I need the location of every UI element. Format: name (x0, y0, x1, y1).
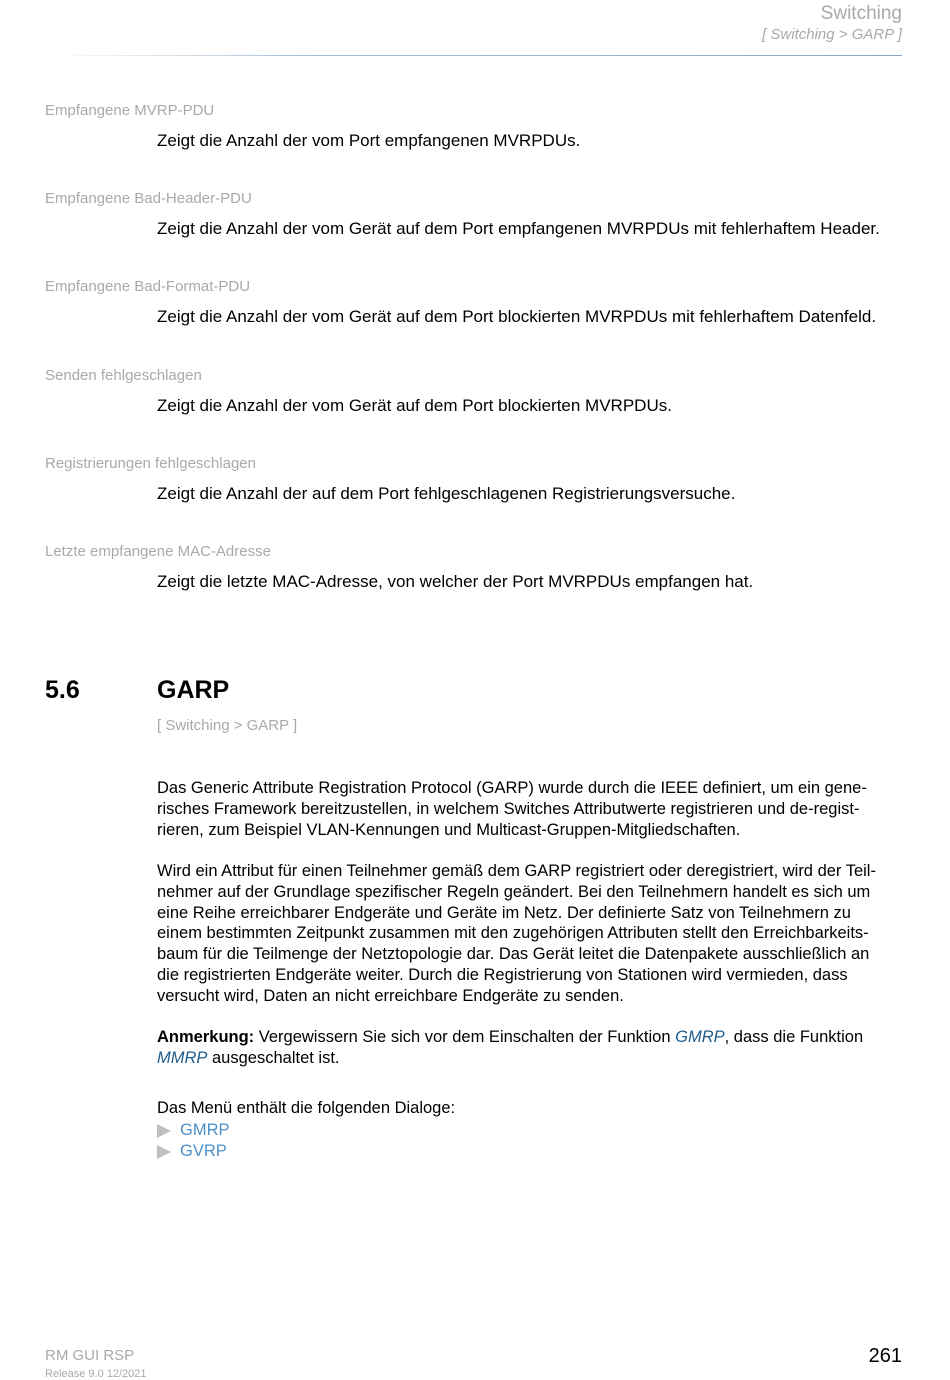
footer-release: Release 9.0 12/2021 (45, 1368, 147, 1380)
paragraph-line: einem bestimmten Zeitpunkt zusammen mit den zugehörigen Attributen stellt den Erreichbarkeits- (157, 924, 869, 943)
paragraph-line: eine Reihe erreichbarer Endgeräte und Geräte im Netz. Der definierte Satz von Teilnehmern zu (157, 903, 851, 922)
header-divider (48, 55, 902, 56)
parameter-description: Zeigt die Anzahl der vom Gerät auf dem Port empfangenen MVRPDUs mit fehlerhaftem Header. (157, 219, 880, 238)
dialog-link-label[interactable]: GVRP (180, 1142, 227, 1160)
triangle-bullet-icon (157, 1124, 171, 1138)
parameter-description: Zeigt die Anzahl der auf dem Port fehlgeschlagenen Registrierungsversuche. (157, 484, 736, 503)
function-keyword: MMRP (157, 1048, 208, 1067)
dialog-link-gmrp[interactable] (157, 1120, 230, 1141)
paragraph-line: baum für die Teilmenge der Netztopologie dar. Das Gerät leitet die Datenpakete ausschließlich an (157, 945, 870, 964)
dialog-link-gvrp[interactable] (157, 1141, 230, 1162)
note-label: Anmerkung: (157, 1028, 255, 1046)
note-paragraph (157, 1027, 905, 1069)
section-number: 5.6 (45, 676, 80, 704)
section-title: GARP (157, 676, 230, 704)
paragraph-line: Das Generic Attribute Registration Protocol (GARP) wurde durch die IEEE definiert, um ein gene- (157, 779, 867, 797)
detail-paragraph (157, 861, 905, 1007)
triangle-bullet-icon (157, 1145, 171, 1159)
section-breadcrumb: [ Switching > GARP ] (157, 717, 298, 734)
paragraph-line: versucht wird, Daten an nicht erreichbare Endgeräte zu senden. (157, 986, 624, 1005)
parameter-name: Letzte empfangene MAC-Adresse (45, 543, 271, 560)
footer-document-name: RM GUI RSP (45, 1347, 135, 1364)
page-number: 261 (868, 1345, 902, 1367)
menu-intro: Das Menü enthält die folgenden Dialoge: (157, 1099, 456, 1117)
note-line (157, 1027, 905, 1048)
note-text: , dass die Funktion (724, 1028, 864, 1046)
note-line (157, 1048, 905, 1069)
dialog-link-list (157, 1120, 230, 1162)
running-header-breadcrumb: [ Switching > GARP ] (762, 26, 902, 43)
parameter-name: Senden fehlgeschlagen (45, 367, 202, 384)
function-keyword: GMRP (675, 1028, 725, 1046)
parameter-name: Registrierungen fehlgeschlagen (45, 455, 256, 472)
intro-paragraph (157, 778, 905, 840)
parameter-description: Zeigt die letzte MAC-Adresse, von welcher der Port MVRPDUs empfangen hat. (157, 572, 754, 591)
dialog-link-label[interactable]: GMRP (180, 1121, 230, 1139)
paragraph-line: nehmer auf der Grundlage spezifischer Regeln geändert. Bei den Teilnehmern handelt es sich um (157, 882, 871, 901)
note-text: Vergewissern Sie sich vor dem Einschalten der Funktion (254, 1028, 676, 1046)
parameter-description: Zeigt die Anzahl der vom Gerät auf dem Port blockierten MVRPDUs mit fehlerhaftem Datenfeld. (157, 307, 877, 326)
paragraph-line: die registrierten Endgeräte weiter. Durch die Registrierung von Stationen wird vermieden, dass (157, 965, 848, 984)
parameter-description: Zeigt die Anzahl der vom Gerät auf dem Port blockierten MVRPDUs. (157, 396, 672, 415)
paragraph-line: rieren, zum Beispiel VLAN-Kennungen und Multicast-Gruppen-Mitgliedschaften. (157, 820, 741, 839)
paragraph-line: risches Framework bereitzustellen, in welchem Switches Attributwerte registrieren und de-regist- (157, 799, 860, 818)
parameter-description: Zeigt die Anzahl der vom Port empfangenen MVRPDUs. (157, 131, 581, 150)
running-header-title: Switching (820, 3, 902, 24)
parameter-name: Empfangene MVRP-PDU (45, 102, 215, 119)
note-text: ausgeschaltet ist. (207, 1048, 340, 1067)
paragraph-line: Wird ein Attribut für einen Teilnehmer gemäß dem GARP registriert oder deregistriert, wird der Teil- (157, 862, 876, 880)
parameter-name: Empfangene Bad-Header-PDU (45, 190, 252, 207)
parameter-name: Empfangene Bad-Format-PDU (45, 278, 251, 295)
